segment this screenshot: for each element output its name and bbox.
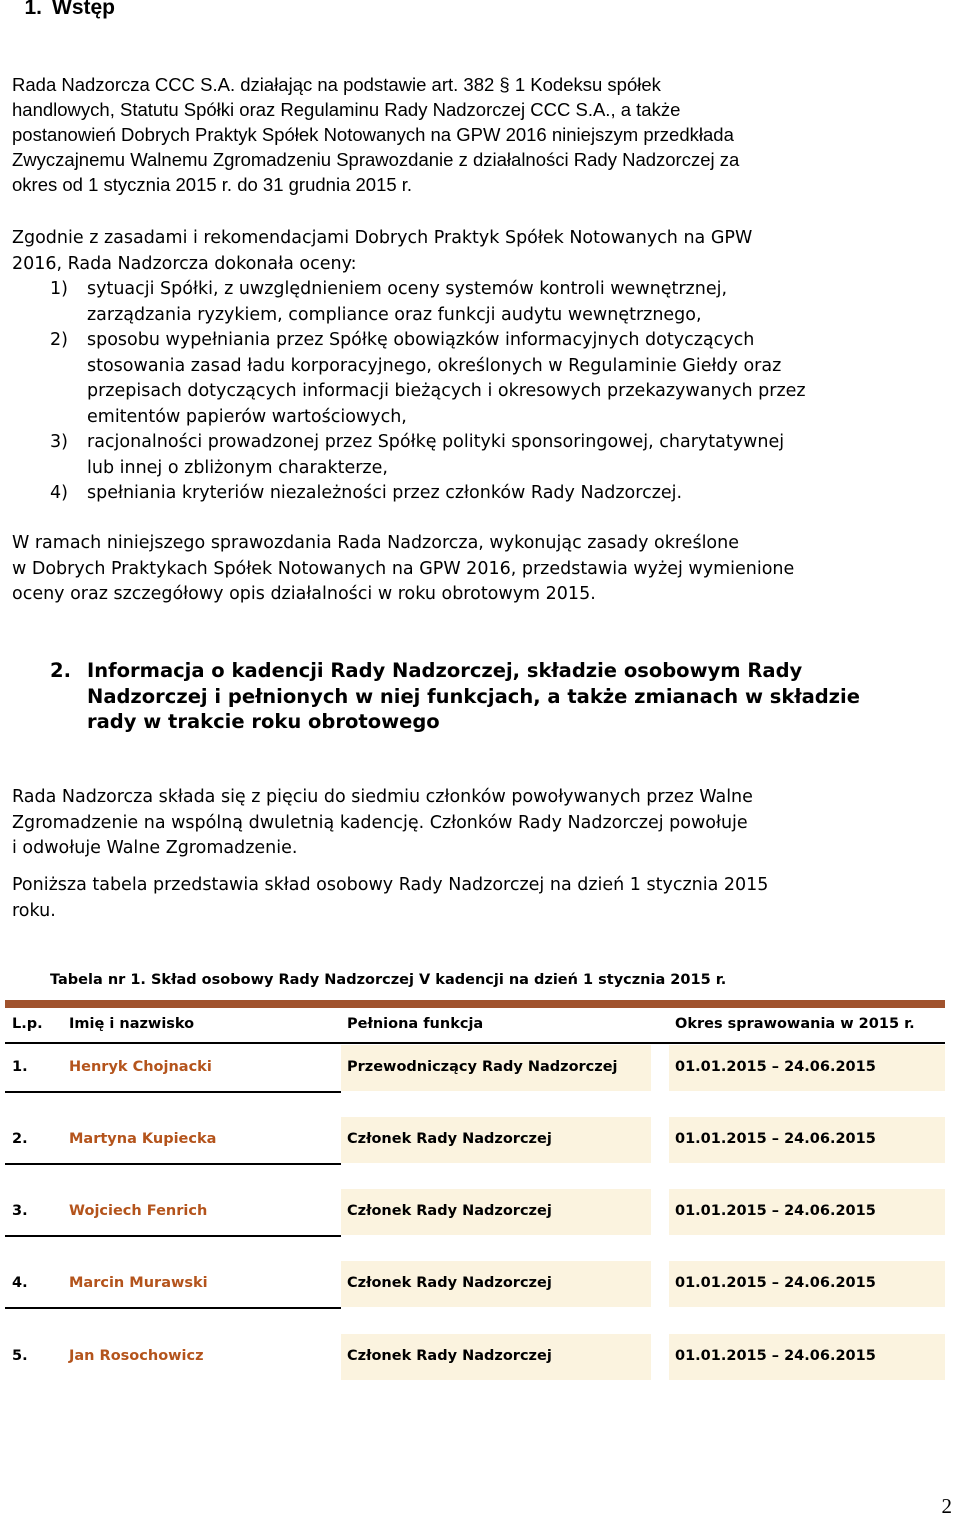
page-number: 2 — [941, 1494, 952, 1518]
intro-line: postanowień Dobrych Praktyk Spółek Notowanych na GPW 2016 niniejszym przedkłada — [12, 124, 734, 145]
row-rule — [5, 1235, 341, 1237]
intro-line: Zwyczajnemu Walnemu Zgromadzeniu Sprawozdanie z działalności Rady Nadzorczej za — [12, 149, 740, 170]
table-row — [5, 1117, 945, 1163]
section-2-title-line: rady w trakcie roku obrotowego — [87, 710, 440, 733]
list-item-line: racjonalności prowadzonej przez Spółkę polityki sponsoringowej, charytatywnej — [87, 432, 785, 452]
list-item-line: sytuacji Spółki, z uwzględnieniem oceny systemów kontroli wewnętrznej, — [87, 279, 728, 299]
list-item-line: emitentów papierów wartościowych, — [87, 406, 407, 427]
intro-line: okres od 1 stycznia 2015 r. do 31 grudnia 2015 r. — [12, 174, 413, 195]
list-item-number: 3) — [50, 432, 68, 452]
list-item — [50, 277, 960, 328]
header-name: Imię i nazwisko — [69, 1016, 195, 1032]
section-1-title: Wstęp — [52, 0, 115, 19]
list-item-line: lub innej o zbliżonym charakterze, — [87, 457, 388, 478]
assessment-list — [50, 277, 960, 507]
table-row — [5, 1045, 945, 1091]
list-item — [50, 430, 960, 481]
row-lp: 3. — [12, 1203, 28, 1219]
row-period: 01.01.2015 – 24.06.2015 — [675, 1203, 876, 1219]
assessment-line: Zgodnie z zasadami i rekomendacjami Dobrych Praktyk Spółek Notowanych na GPW — [12, 228, 753, 248]
list-item — [50, 481, 960, 507]
row-name: Marcin Murawski — [69, 1275, 208, 1291]
framework-line: oceny oraz szczegółowy opis działalności w roku obrotowym 2015. — [12, 584, 596, 604]
list-item-line: spełniania kryteriów niezależności przez członków Rady Nadzorczej. — [87, 483, 683, 503]
table-row — [5, 1189, 945, 1235]
table-row — [5, 1261, 945, 1307]
row-period: 01.01.2015 – 24.06.2015 — [675, 1348, 876, 1364]
assessment-line: 2016, Rada Nadzorcza dokonała oceny: — [12, 253, 357, 274]
composition-line: Zgromadzenie na wspólną dwuletnią kadencję. Członków Rady Nadzorczej powołuje — [12, 812, 748, 833]
row-name: Martyna Kupiecka — [69, 1131, 217, 1147]
table-row — [5, 1334, 945, 1380]
framework-line: W ramach niniejszego sprawozdania Rada Nadzorcza, wykonując zasady określone — [12, 533, 739, 553]
list-item-line: stosowania zasad ładu korporacyjnego, określonych w Regulaminie Giełdy oraz — [87, 355, 782, 376]
row-period: 01.01.2015 – 24.06.2015 — [675, 1131, 876, 1147]
row-lp: 4. — [12, 1275, 28, 1291]
row-function: Członek Rady Nadzorczej — [347, 1131, 552, 1147]
composition-line: i odwołuje Walne Zgromadzenie. — [12, 838, 298, 858]
row-function: Członek Rady Nadzorczej — [347, 1348, 552, 1364]
row-name: Henryk Chojnacki — [69, 1059, 212, 1075]
table-header-row — [5, 1010, 945, 1042]
row-rule — [5, 1163, 341, 1165]
table-intro-line: Poniższa tabela przedstawia skład osobowy Rady Nadzorczej na dzień 1 stycznia 2015 — [12, 875, 769, 895]
row-function: Przewodniczący Rady Nadzorczej — [347, 1059, 618, 1075]
table-caption: Tabela nr 1. Skład osobowy Rady Nadzorczej V kadencji na dzień 1 stycznia 2015 r. — [50, 972, 727, 988]
header-period: Okres sprawowania w 2015 r. — [675, 1016, 915, 1032]
intro-paragraph — [12, 72, 960, 197]
row-period: 01.01.2015 – 24.06.2015 — [675, 1275, 876, 1291]
list-item-line: przepisach dotyczących informacji bieżących i okresowych przekazywanych przez — [87, 381, 806, 401]
section-1-heading — [0, 0, 115, 20]
header-lp: L.p. — [12, 1016, 43, 1032]
row-lp: 2. — [12, 1131, 28, 1147]
row-period: 01.01.2015 – 24.06.2015 — [675, 1059, 876, 1075]
section-2-number: 2. — [50, 659, 71, 682]
intro-line: Rada Nadzorcza CCC S.A. działając na podstawie art. 382 § 1 Kodeksu spółek — [12, 74, 661, 95]
list-item — [50, 328, 960, 430]
intro-line: handlowych, Statutu Spółki oraz Regulaminu Rady Nadzorczej CCC S.A., a także — [12, 99, 681, 120]
framework-paragraph — [12, 531, 960, 608]
section-2-title-line: Informacja o kadencji Rady Nadzorczej, składzie osobowym Rady — [87, 659, 803, 682]
row-rule — [5, 1307, 341, 1309]
header-rule — [5, 1042, 945, 1044]
section-2-heading — [50, 658, 960, 735]
list-item-line: zarządzania ryzykiem, compliance oraz funkcji audytu wewnętrznego, — [87, 304, 702, 325]
table-intro-line: roku. — [12, 900, 56, 921]
section-1-number: 1. — [24, 0, 42, 19]
row-lp: 1. — [12, 1059, 28, 1075]
list-item-number: 2) — [50, 330, 68, 350]
row-lp: 5. — [12, 1348, 28, 1364]
row-name: Jan Rosochowicz — [69, 1348, 204, 1364]
row-name: Wojciech Fenrich — [69, 1203, 208, 1219]
list-item-line: sposobu wypełniania przez Spółkę obowiązków informacyjnych dotyczących — [87, 330, 755, 350]
assessment-paragraph — [12, 226, 960, 277]
list-item-number: 4) — [50, 483, 68, 503]
section-2-title-line: Nadzorczej i pełnionych w niej funkcjach, a także zmianach w składzie — [87, 684, 860, 708]
list-item-number: 1) — [50, 279, 68, 299]
table-intro-paragraph — [12, 873, 960, 924]
composition-paragraph — [12, 785, 960, 862]
table-top-rule — [5, 1000, 945, 1008]
row-function: Członek Rady Nadzorczej — [347, 1203, 552, 1219]
row-rule — [5, 1091, 341, 1093]
header-function: Pełniona funkcja — [347, 1016, 484, 1032]
row-function: Członek Rady Nadzorczej — [347, 1275, 552, 1291]
composition-line: Rada Nadzorcza składa się z pięciu do siedmiu członków powoływanych przez Walne — [12, 787, 753, 807]
framework-line: w Dobrych Praktykach Spółek Notowanych na GPW 2016, przedstawia wyżej wymienione — [12, 558, 795, 579]
